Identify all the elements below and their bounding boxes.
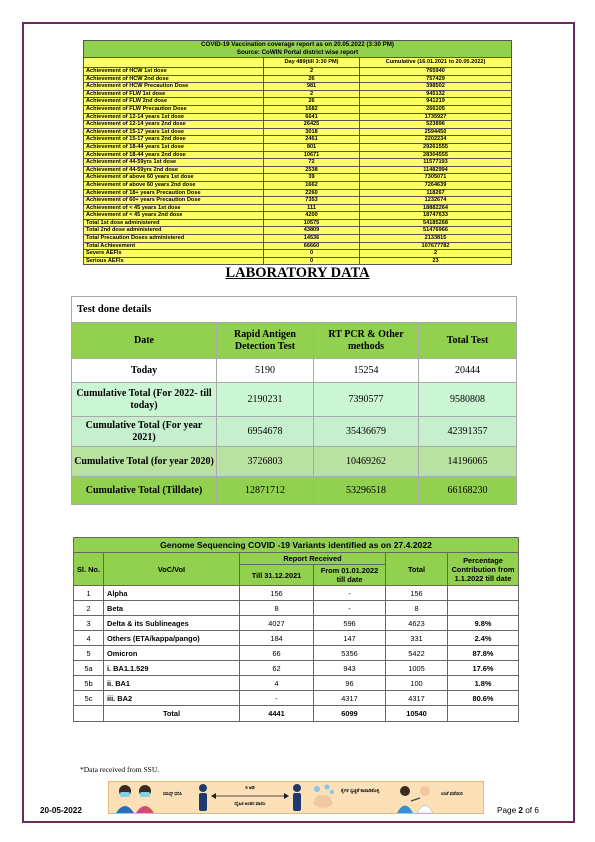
genome-row	[74, 646, 519, 661]
genome-cell-voc: Others (ETA/kappa/pango)	[104, 631, 240, 646]
vaccination-row-cumulative: 107677782	[360, 242, 512, 250]
genome-cell-voc: i. BA1.1.529	[104, 661, 240, 676]
vaccination-row-cumulative: 765940	[360, 68, 512, 76]
vaccination-row-cumulative: 7264639	[360, 181, 512, 189]
genome-cell-total: 4317	[386, 691, 448, 706]
vaccination-row-cumulative: 18882264	[360, 204, 512, 212]
vaccination-table	[83, 40, 512, 265]
vaccination-row-day: 1662	[264, 181, 360, 189]
vaccination-row-label: Achievement of FLW 1st dose	[84, 90, 264, 98]
footer-page-prefix: Page	[497, 806, 517, 815]
lab-header-rat: Rapid Antigen Detection Test	[217, 323, 314, 359]
vaccination-row-label: Achievement of 15-17 years 1st dose	[84, 128, 264, 136]
genome-row	[74, 661, 519, 676]
genome-total-label: Total	[104, 706, 240, 722]
footer-page-number	[497, 806, 539, 815]
vaccination-row-cumulative: 11577193	[360, 159, 512, 167]
genome-header-slno: Sl. No.	[74, 553, 104, 586]
genome-cell-from: 5356	[314, 646, 386, 661]
vaccination-row-label: Achievement of FLW 2nd dose	[84, 98, 264, 106]
vaccination-row-day: 3018	[264, 128, 360, 136]
vaccination-row-label: Achievement of HCW 2nd dose	[84, 75, 264, 83]
vaccination-row-cumulative: 945132	[360, 90, 512, 98]
vaccination-row-label: Achievement of 60+ years Precaution Dose	[84, 197, 264, 205]
vaccination-row-day: 14536	[264, 235, 360, 243]
genome-title-row	[74, 538, 519, 553]
genome-cell-from: 4317	[314, 691, 386, 706]
genome-cell-pct: 2.4%	[448, 631, 519, 646]
banner-distance-bottom: ದೈಹಿಕ ಅಂತರ ಪಾಲಿಸಿ	[234, 801, 266, 806]
vaccination-row-day: 0	[264, 250, 360, 258]
vaccination-source-text: Source: CoWIN Portal district wise report	[236, 49, 359, 56]
vaccination-row	[84, 257, 512, 265]
vaccination-header-cumulative: Cumulative (16.01.2021 to 20.05.2022)	[360, 58, 512, 68]
genome-cell-till: 4	[240, 676, 314, 691]
banner-distance-section	[197, 782, 303, 813]
vaccination-row-label: Achievement of FLW Precaution Dose	[84, 105, 264, 113]
genome-header-pct: Percentage Contribution from 1.1.2022 till date	[448, 553, 519, 586]
hand-wash-icon	[309, 782, 337, 813]
lab-cell-rat: 3726803	[217, 447, 314, 477]
genome-cell-slno: 5b	[74, 676, 104, 691]
genome-header-report: Report Received	[240, 553, 386, 565]
genome-cell-slno: 4	[74, 631, 104, 646]
genome-cell-total: 5422	[386, 646, 448, 661]
vaccination-row-label: Achievement of 15-17 years 2nd dose	[84, 136, 264, 144]
vaccination-row-day: 6641	[264, 113, 360, 121]
vaccination-row	[84, 212, 512, 220]
laboratory-table	[71, 296, 517, 505]
vaccination-row-day: 26	[264, 98, 360, 106]
vaccination-row-label: Total Precaution Doses administered	[84, 235, 264, 243]
lab-header-date: Date	[72, 323, 217, 359]
genome-cell-till: -	[240, 691, 314, 706]
vaccination-row-cumulative: 2133815	[360, 235, 512, 243]
genome-row	[74, 586, 519, 601]
genome-row	[74, 676, 519, 691]
genome-cell-slno: 2	[74, 601, 104, 616]
vaccination-row	[84, 105, 512, 113]
genome-total-total: 10540	[386, 706, 448, 722]
vaccination-row-label: Achievement of HCW Precaution Dose	[84, 83, 264, 91]
vaccination-row-cumulative: 398502	[360, 83, 512, 91]
vaccination-row-day: 2	[264, 68, 360, 76]
vaccination-row-label: Achievement of above 60 years 1st dose	[84, 174, 264, 182]
genome-cell-from: 96	[314, 676, 386, 691]
genome-cell-total: 1005	[386, 661, 448, 676]
vaccination-row-day: 66660	[264, 242, 360, 250]
vaccination-header-row	[84, 58, 512, 68]
genome-row	[74, 691, 519, 706]
genome-header-from: From 01.01.2022 till date	[314, 565, 386, 586]
genome-total-pct	[448, 706, 519, 722]
masked-people-icon	[113, 782, 159, 813]
lab-cell-rtpcr: 7390577	[314, 383, 419, 417]
genome-cell-till: 156	[240, 586, 314, 601]
vaccination-row-day: 10671	[264, 151, 360, 159]
vaccination-row	[84, 250, 512, 258]
genome-header-row	[74, 553, 519, 565]
vaccination-row	[84, 68, 512, 76]
vaccination-row-cumulative: 523896	[360, 121, 512, 129]
vaccination-row-cumulative: 54185268	[360, 219, 512, 227]
genome-cell-total: 8	[386, 601, 448, 616]
genome-cell-till: 62	[240, 661, 314, 676]
footer-page-current: 2	[518, 806, 523, 815]
vaccination-row-cumulative: 1232674	[360, 197, 512, 205]
genome-total-from: 6099	[314, 706, 386, 722]
vaccination-row	[84, 121, 512, 129]
genome-cell-voc: Delta & its Sublineages	[104, 616, 240, 631]
vaccination-row-cumulative: 23	[360, 257, 512, 265]
genome-cell-pct: 87.8%	[448, 646, 519, 661]
genome-cell-from: 147	[314, 631, 386, 646]
vaccination-row-cumulative: 18747633	[360, 212, 512, 220]
vaccination-row-label: Total Achievement	[84, 242, 264, 250]
genome-row	[74, 631, 519, 646]
vaccination-row-label: Achievement of 18-44 years 2nd dose	[84, 151, 264, 159]
genome-cell-pct	[448, 601, 519, 616]
vaccination-row-cumulative: 2	[360, 250, 512, 258]
lab-cell-rat: 2190231	[217, 383, 314, 417]
lab-row-tilldate	[72, 477, 517, 505]
vaccination-title	[84, 41, 512, 58]
vaccination-header-day: Day 489(till 3:30 PM)	[264, 58, 360, 68]
banner-vaccine-section	[393, 782, 483, 813]
vaccination-row-label: Total 2nd dose administered	[84, 227, 264, 235]
genome-total-row	[74, 706, 519, 722]
vaccination-row-label: Severe AEFIs	[84, 250, 264, 258]
lab-cell-rtpcr: 53296518	[314, 477, 419, 505]
vaccination-row	[84, 136, 512, 144]
genome-header-total: Total	[386, 553, 448, 586]
vaccination-row-cumulative: 51476966	[360, 227, 512, 235]
vaccination-row-day: 2260	[264, 189, 360, 197]
lab-row-2020	[72, 447, 517, 477]
data-source-note: *Data received from SSU.	[80, 765, 160, 774]
genome-cell-till: 4027	[240, 616, 314, 631]
genome-cell-total: 4623	[386, 616, 448, 631]
lab-cell-total: 66168230	[419, 477, 517, 505]
vaccination-row	[84, 159, 512, 167]
vaccination-row-day: 981	[264, 83, 360, 91]
genome-cell-pct	[448, 586, 519, 601]
genome-cell-total: 331	[386, 631, 448, 646]
genome-cell-from: 943	[314, 661, 386, 676]
genome-cell-voc: ii. BA1	[104, 676, 240, 691]
genome-header-till: Till 31.12.2021	[240, 565, 314, 586]
vaccination-row	[84, 113, 512, 121]
vaccination-row-cumulative: 2594450	[360, 128, 512, 136]
footer-date: 20-05-2022	[40, 806, 82, 815]
vaccination-row-label: Achievement of 12-14 years 1st dose	[84, 113, 264, 121]
vaccination-title-text: COVID-19 Vaccination coverage report as on 20.05.2022 (3:30 PM)	[201, 41, 394, 48]
genome-cell-total: 156	[386, 586, 448, 601]
lab-header-total: Total Test	[419, 323, 517, 359]
vaccination-row-day: 111	[264, 204, 360, 212]
vaccination-row-label: Achievement of above 60 years 2nd dose	[84, 181, 264, 189]
vaccination-row	[84, 219, 512, 227]
genome-cell-voc: Omicron	[104, 646, 240, 661]
vaccination-row-cumulative: 28304555	[360, 151, 512, 159]
genome-cell-pct: 17.6%	[448, 661, 519, 676]
lab-row-label: Cumulative Total (Tilldate)	[72, 477, 217, 505]
genome-cell-voc: Beta	[104, 601, 240, 616]
vaccination-header-blank	[84, 58, 264, 68]
lab-row-2022	[72, 383, 517, 417]
lab-cell-total: 14196065	[419, 447, 517, 477]
vaccination-row-label: Achievement of 44-59yrs 1st dose	[84, 159, 264, 167]
vaccination-row-day: 2	[264, 90, 360, 98]
vaccination-row-day: 2461	[264, 136, 360, 144]
genome-cell-slno: 5c	[74, 691, 104, 706]
banner-mask-section	[113, 782, 193, 813]
genome-cell-slno: 5	[74, 646, 104, 661]
genome-cell-till: 8	[240, 601, 314, 616]
vaccination-row	[84, 143, 512, 151]
vaccination-row-cumulative: 1735927	[360, 113, 512, 121]
vaccination-row-day: 2538	[264, 166, 360, 174]
vaccination-row-label: Serious AEFIs	[84, 257, 264, 265]
laboratory-header-row	[72, 323, 517, 359]
genome-row	[74, 616, 519, 631]
vaccination-row-label: Achievement of 18-44 years 1st dose	[84, 143, 264, 151]
vaccination-row-day: 7353	[264, 197, 360, 205]
genome-cell-from: -	[314, 586, 386, 601]
vaccination-row-cumulative: 29261555	[360, 143, 512, 151]
footer-page-suffix: of 6	[525, 806, 539, 815]
lab-cell-rat: 6954678	[217, 417, 314, 447]
vaccination-row-label: Achievement of HCW 1st dose	[84, 68, 264, 76]
lab-row-label: Today	[72, 359, 217, 383]
genome-row	[74, 601, 519, 616]
lab-row-label: Cumulative Total (for year 2020)	[72, 447, 217, 477]
genome-table	[73, 537, 519, 722]
vaccination-row-day: 1682	[264, 105, 360, 113]
banner-vaccine-text: ಲಸಿಕೆ ಪಡೆಯಿರಿ	[441, 791, 463, 796]
genome-cell-pct: 80.6%	[448, 691, 519, 706]
vaccination-row	[84, 181, 512, 189]
lab-row-label: Cumulative Total (For 2022- till today)	[72, 383, 217, 417]
vaccination-row	[84, 90, 512, 98]
person-icon	[197, 782, 209, 813]
vaccination-row-label: Achievement of 44-59yrs 2nd dose	[84, 166, 264, 174]
vaccination-row-day: 26	[264, 75, 360, 83]
vaccination-row	[84, 242, 512, 250]
vaccination-row-day: 0	[264, 257, 360, 265]
vaccination-row	[84, 75, 512, 83]
vaccination-row-day: 26425	[264, 121, 360, 129]
vaccination-row-cumulative: 118267	[360, 189, 512, 197]
banner-wash-text: ಕೈಗಳ ಸ್ವಚ್ಛತೆ ಕಾಪಾಡಿಕೊಳ್ಳಿ	[341, 788, 380, 793]
vaccination-row-label: Total 1st dose administered	[84, 219, 264, 227]
banner-mask-text: ಮಾಸ್ಕ್ ಧರಿಸಿ	[163, 791, 183, 796]
laboratory-caption-row	[72, 297, 517, 323]
genome-cell-voc: iii. BA2	[104, 691, 240, 706]
genome-title: Genome Sequencing COVID -19 Variants identified as on 27.4.2022	[74, 538, 519, 553]
vaccination-row-day: 801	[264, 143, 360, 151]
banner-distance-top: 6 ಅಡಿ	[245, 785, 255, 790]
lab-row-today	[72, 359, 517, 383]
vaccination-row	[84, 98, 512, 106]
lab-cell-rtpcr: 15254	[314, 359, 419, 383]
vaccination-row-day: 10575	[264, 219, 360, 227]
vaccination-row	[84, 151, 512, 159]
genome-cell-voc: Alpha	[104, 586, 240, 601]
lab-cell-rat: 12871712	[217, 477, 314, 505]
vaccination-row	[84, 227, 512, 235]
vaccination-row-cumulative: 941219	[360, 98, 512, 106]
vaccination-row	[84, 235, 512, 243]
vaccination-row-day: 43809	[264, 227, 360, 235]
vaccination-row	[84, 204, 512, 212]
vaccination-row-day: 39	[264, 174, 360, 182]
genome-cell-slno: 3	[74, 616, 104, 631]
genome-cell-slno: 1	[74, 586, 104, 601]
genome-cell-total: 100	[386, 676, 448, 691]
vaccination-row-cumulative: 757429	[360, 75, 512, 83]
vaccination-row-day: 72	[264, 159, 360, 167]
genome-cell-till: 66	[240, 646, 314, 661]
genome-total-blank	[74, 706, 104, 722]
genome-header-voc: VoC/VoI	[104, 553, 240, 586]
lab-cell-rat: 5190	[217, 359, 314, 383]
vaccination-row	[84, 83, 512, 91]
lab-row-label: Cumulative Total (For year 2021)	[72, 417, 217, 447]
genome-cell-from: 596	[314, 616, 386, 631]
vaccination-row	[84, 197, 512, 205]
lab-header-rtpcr: RT PCR & Other methods	[314, 323, 419, 359]
vaccination-title-row	[84, 41, 512, 58]
vaccination-row-label: Achievement of 18+ years Precaution Dose	[84, 189, 264, 197]
distance-arrow-icon	[211, 793, 289, 799]
lab-cell-total: 9580808	[419, 383, 517, 417]
laboratory-caption: Test done details	[72, 297, 517, 323]
genome-cell-from: -	[314, 601, 386, 616]
vaccination-row	[84, 189, 512, 197]
genome-cell-till: 184	[240, 631, 314, 646]
vaccination-row	[84, 174, 512, 182]
vaccination-row-label: Achievement of < 45 years 2nd dose	[84, 212, 264, 220]
vaccination-row-label: Achievement of < 45 years 1st dose	[84, 204, 264, 212]
genome-cell-slno: 5a	[74, 661, 104, 676]
vaccination-row-cumulative: 11482994	[360, 166, 512, 174]
person-icon	[291, 782, 303, 813]
vaccination-row-cumulative: 266105	[360, 105, 512, 113]
banner-wash-section	[309, 782, 389, 813]
vaccination-row	[84, 128, 512, 136]
vaccination-row	[84, 166, 512, 174]
genome-cell-pct: 9.8%	[448, 616, 519, 631]
lab-cell-total: 42391357	[419, 417, 517, 447]
lab-cell-total: 20444	[419, 359, 517, 383]
lab-row-2021	[72, 417, 517, 447]
vaccination-row-label: Achievement of 12-14 years 2nd dose	[84, 121, 264, 129]
awareness-banner	[108, 781, 484, 814]
laboratory-heading: LABORATORY DATA	[225, 265, 370, 281]
vaccination-icon	[393, 782, 437, 813]
vaccination-row-cumulative: 7305071	[360, 174, 512, 182]
lab-cell-rtpcr: 35436679	[314, 417, 419, 447]
genome-cell-pct: 1.8%	[448, 676, 519, 691]
lab-cell-rtpcr: 10469262	[314, 447, 419, 477]
vaccination-row-day: 4200	[264, 212, 360, 220]
vaccination-row-cumulative: 2202234	[360, 136, 512, 144]
genome-total-till: 4441	[240, 706, 314, 722]
